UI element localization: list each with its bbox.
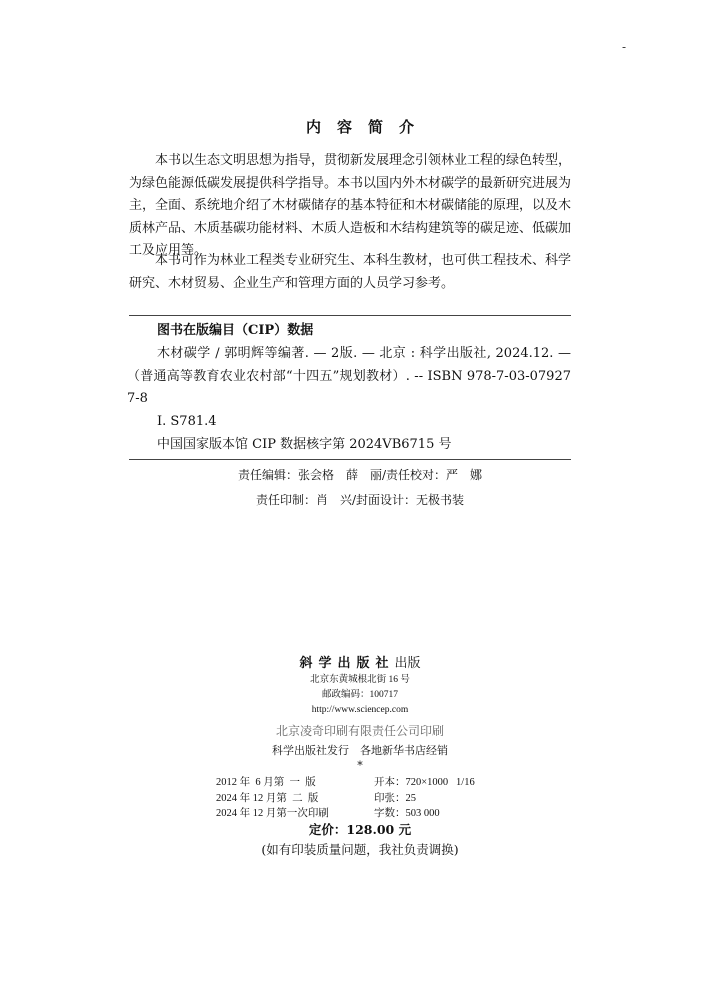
cip-entry: 木材碳学 / 郭明辉等编著. — 2版. — 北京 : 科学出版社, 2024.12. —（普通高等教育农业农村部“十四五”规划教材）. -- ISBN 978-7-03-079277-8 [127,345,571,407]
edition-date: 2024 年 12 月第 二 版 [216,792,319,804]
edition-date: 2024 年 12 月第一次印刷 [216,808,329,819]
summary-paragraph-2-text: 本书可作为林业工程类专业研究生、本科生教材，也可供工程技术、科学研究、木材贸易、企业生产和管理方面的人员学习参考。 [129,253,572,291]
edition-date: 2012 年 6 月第 一 版 [216,777,316,788]
cip-top-rule [129,315,571,316]
corner-mark: - [622,40,627,54]
cip-block [127,320,571,457]
edition-table [216,775,536,822]
summary-title: 内容简介 [305,118,430,136]
publisher-logo: 斜学出版社 [299,656,395,671]
cip-heading: 图书在版编目（CIP）数据 [157,323,314,338]
edition-meta: 开本：720×1000 1/16 [374,777,475,788]
edition-meta: 印张：25 [374,792,416,804]
cip-record: 中国国家版本馆 CIP 数据核字第 2024VB6715 号 [157,436,452,452]
editor-credits: 责任编辑：张会格 薛 丽/责任校对：严 娜 [237,468,483,482]
publisher-zip: 邮政编码：100717 [321,690,398,700]
publisher-address: 北京东黄城根北街 16 号 [310,675,410,685]
printer-line: 北京凌奇印刷有限责任公司印刷 [275,724,444,738]
summary-paragraph-1-text: 本书以生态文明思想为指导，贯彻新发展理念引领林业工程的绿色转型，为绿色能源低碳发展提供科学指导。本书以国内外木材碳学的最新研究进展为主，全面、系统地介绍了木材碳储存的基本特征和木材碳储能的原理，以及木质林产品、木质基碳功能材料、木质人造板和木结构建筑等的碳足迹、低碳加工及应用等。 [129,153,572,258]
production-credits: 责任印制：肖 兴/封面设计：无极书装 [255,493,465,507]
separator-star: * [357,759,363,772]
edition-meta: 字数：503 000 [374,808,440,819]
quality-notice: (如有印装质量问题，我社负责调换) [261,842,459,857]
distribution-line: 科学出版社发行 各地新华书店经销 [272,744,448,757]
publisher-suffix: 出版 [394,656,421,671]
summary-paragraph-1 [129,150,571,263]
publisher-url: http://www.sciencep.com [311,705,409,715]
price: 定价：128.00 元 [308,822,412,837]
cip-bottom-rule [129,459,571,460]
edition-row [216,791,536,807]
edition-row [216,775,536,791]
summary-paragraph-2 [129,250,571,295]
publisher-name [0,652,720,671]
cip-classification: Ⅰ. S781.4 [157,414,217,430]
